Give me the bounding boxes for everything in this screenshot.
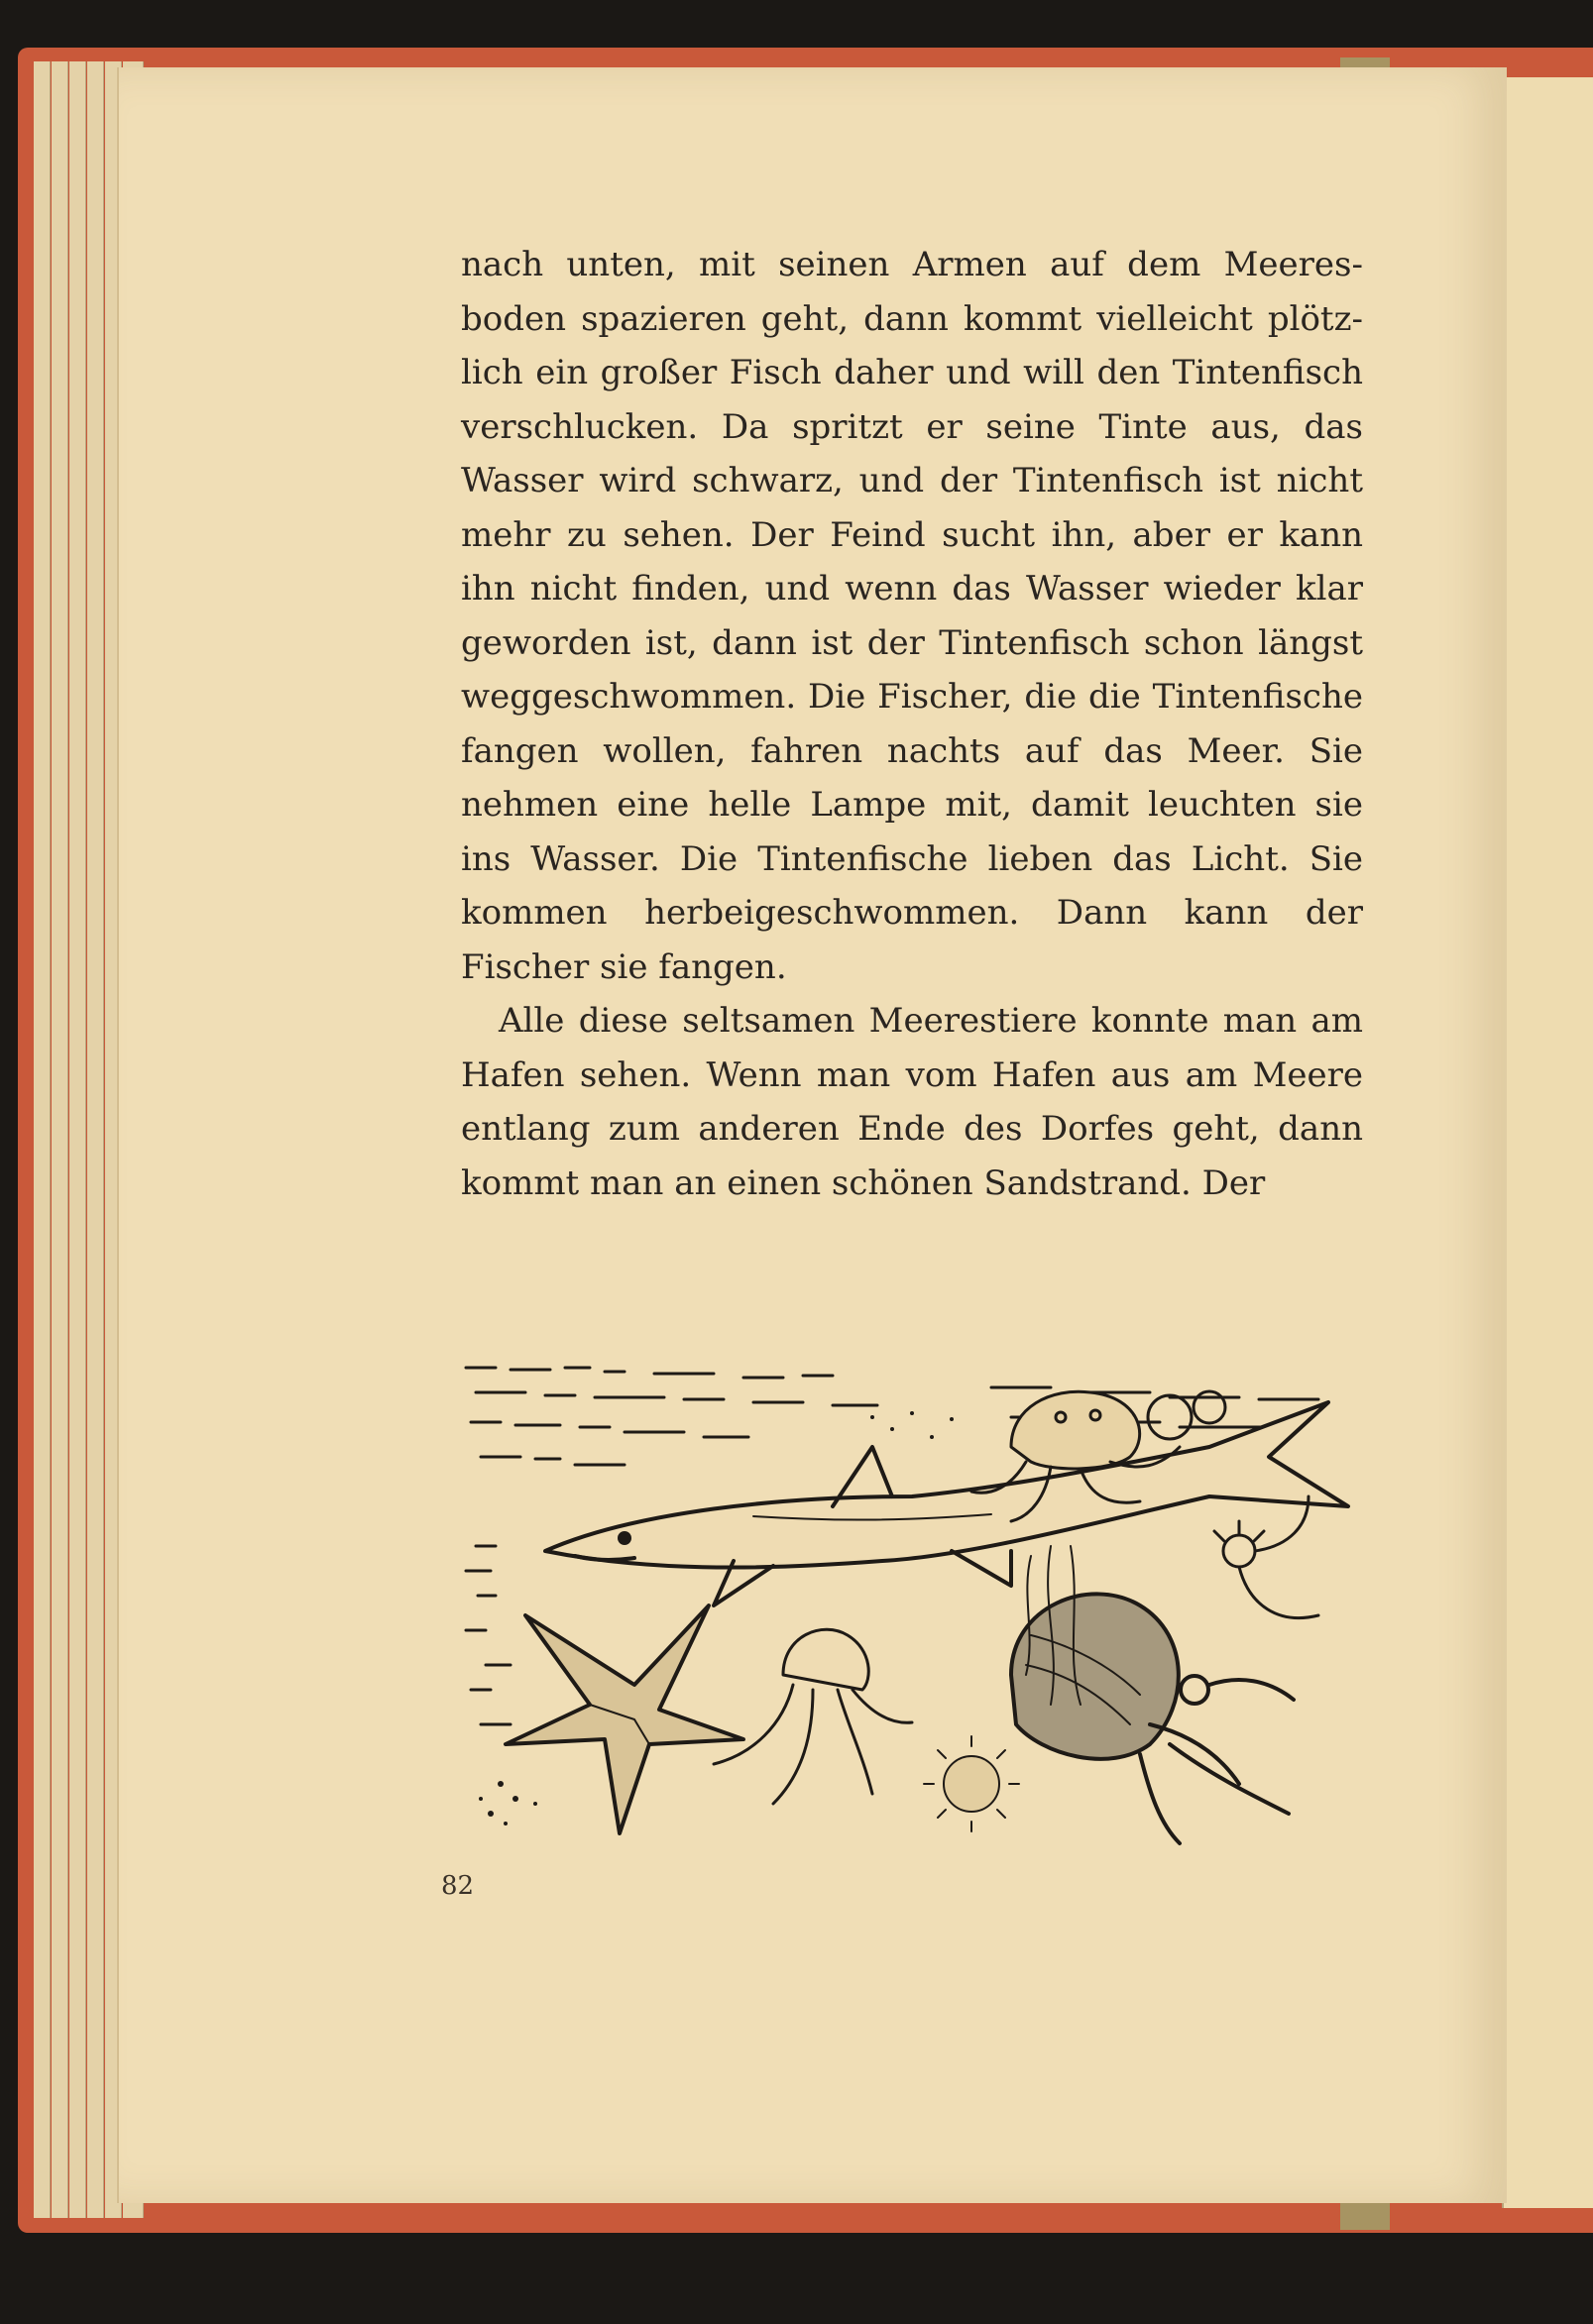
- page-number: 82: [441, 1871, 475, 1901]
- facing-page-edge: [1502, 77, 1593, 2208]
- starfish-icon: [506, 1605, 743, 1833]
- jellyfish-icon: [714, 1629, 912, 1804]
- sea-creatures-illustration: [456, 1348, 1358, 1863]
- paragraph-1: nach unten, mit seinen Armen auf dem Meeresboden spazieren geht, dann kommt vielleicht plötzlich ein großer Fisch daher und will den Tintenfisch verschlucken. Da spritzt er seine Tinte aus, das Wasser wird schwarz, und der Tintenfisch ist nicht mehr zu sehen. Der Feind sucht ihn, aber er kann ihn nicht finden, und wenn das Wasser wieder klar geworden ist, dann ist der Tintenfisch schon längst weggeschwommen. Die Fischer, die die Tintenfische fangen wollen, fahren nachts auf das Meer. Sie nehmen eine helle Lampe mit, damit leuchten sie ins Wasser. Die Tintenfische lieben das Licht. Sie kommen herbeigeschwommen. Dann kann der Fischer sie fangen.: [461, 245, 1363, 987]
- hermit-crab-icon: [1011, 1594, 1294, 1843]
- body-text: [461, 238, 1363, 1210]
- corner-tab-bottom: [1340, 2202, 1390, 2230]
- sea-urchin-icon: [924, 1736, 1019, 1831]
- sea-worm-icon: [1214, 1496, 1318, 1618]
- paragraph-2: Alle diese seltsamen Meerestiere konnte man am Hafen sehen. Wenn man vom Hafen aus am Meere entlang zum anderen Ende des Dorfes geht, dann kommt man an einen schönen Sandstrand. Der: [461, 1001, 1363, 1203]
